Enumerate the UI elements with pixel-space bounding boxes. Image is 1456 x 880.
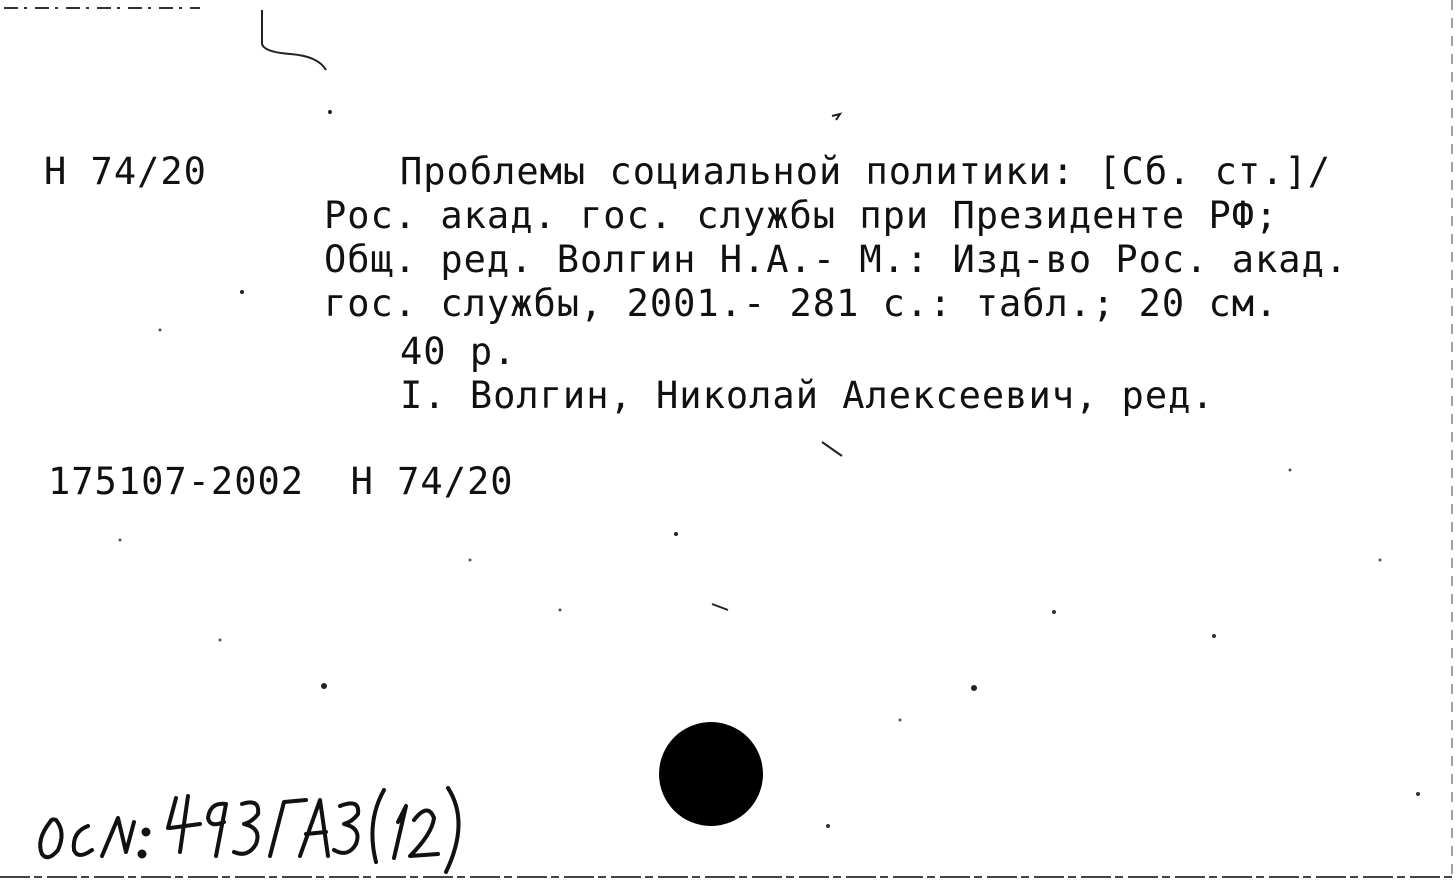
inventory-shelfmark: Н 74/20 bbox=[350, 460, 514, 503]
punch-hole bbox=[659, 722, 763, 826]
added-entry: I. Волгин, Николай Алексеевич, ред. bbox=[400, 374, 1215, 417]
description-title-line: Проблемы социальной политики: [Сб. ст.]/ bbox=[400, 150, 1332, 193]
handwritten-note bbox=[30, 762, 490, 878]
description-line: Рос. акад. гос. службы при Президенте РФ; bbox=[324, 194, 1279, 237]
price: 40 р. bbox=[400, 330, 517, 373]
shelfmark: Н 74/20 bbox=[44, 150, 207, 193]
inventory-line bbox=[48, 460, 514, 504]
description-line: Общ. ред. Волгин Н.А.- М.: Изд-во Рос. акад. bbox=[324, 238, 1349, 281]
inventory-number: 175107-2002 bbox=[48, 460, 305, 503]
description-line: гос. службы, 2001.- 281 с.: табл.; 20 см. bbox=[324, 282, 1279, 325]
